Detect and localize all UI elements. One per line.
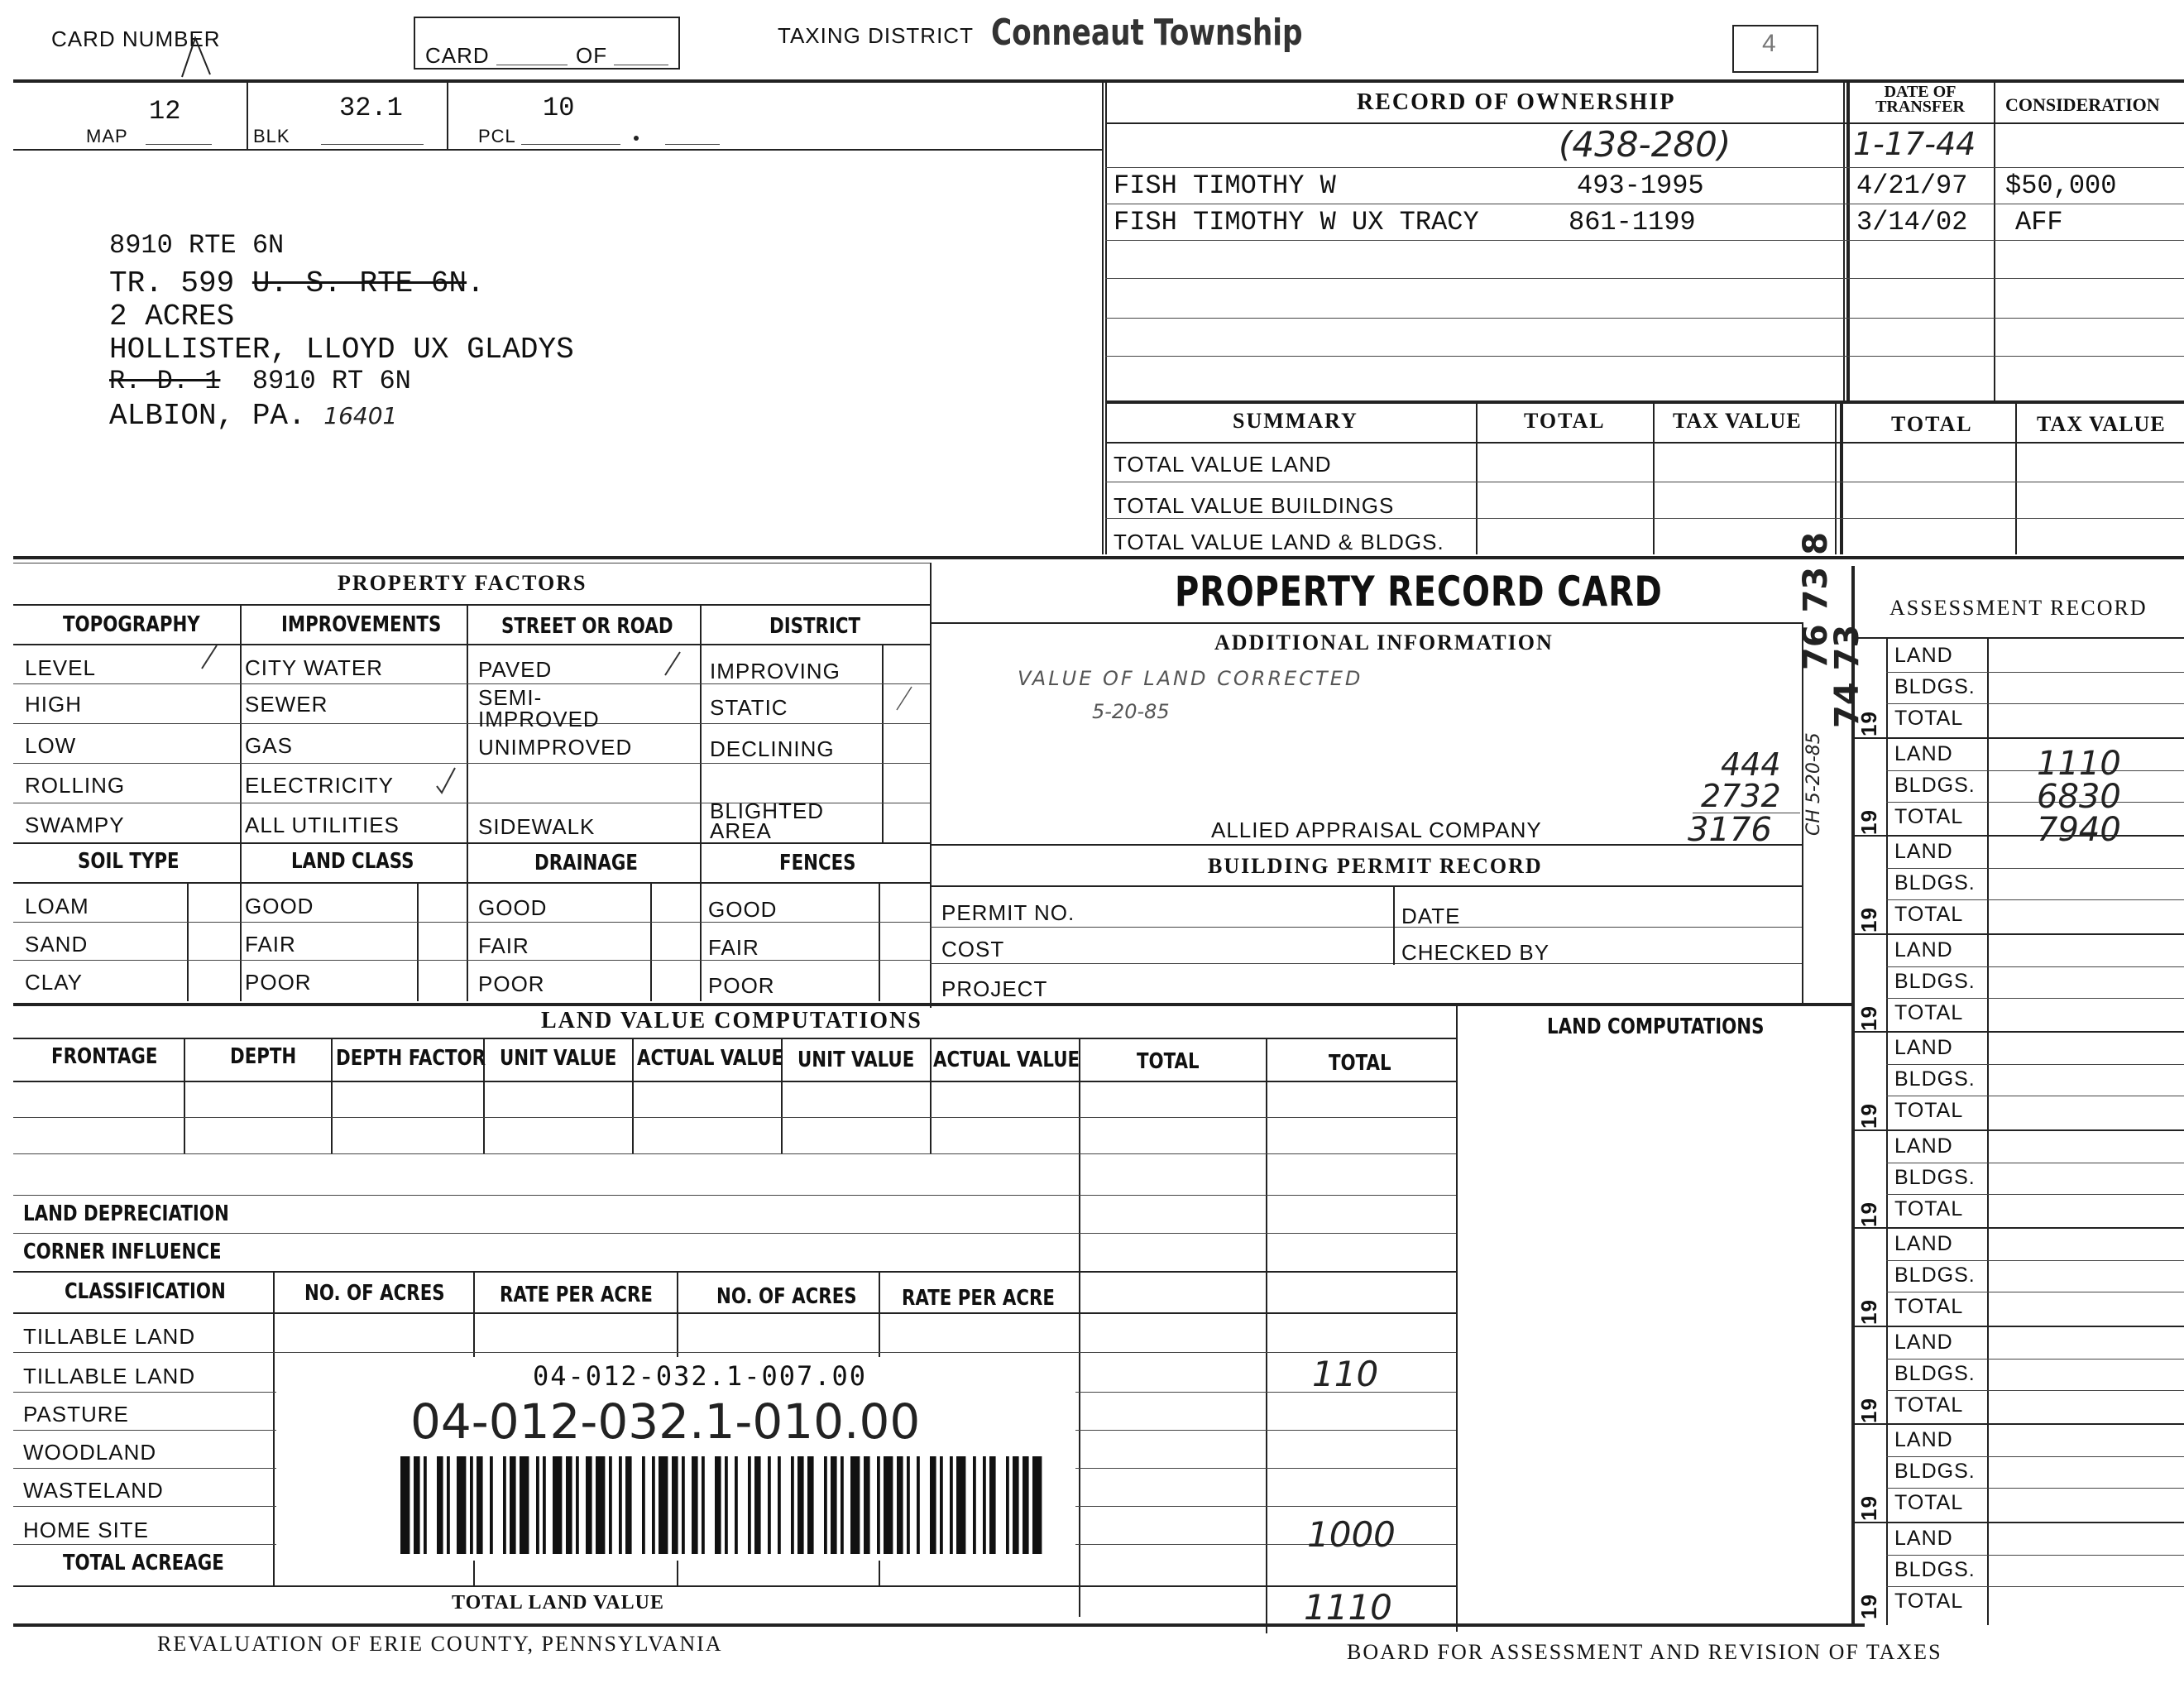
barcode-bar	[907, 1456, 910, 1554]
soil-clay: CLAY	[25, 970, 83, 995]
barcode-bar	[1032, 1456, 1042, 1554]
assessment-bldgs-label: BLDGS.	[1894, 773, 1976, 797]
map-label: MAP	[86, 126, 128, 146]
topo-swampy: SWAMPY	[25, 813, 125, 837]
lv-col-total-1: TOTAL	[1137, 1049, 1200, 1074]
summary-tax-value-header-2: TAX VALUE	[2037, 412, 2166, 436]
value-tillable: 110	[1312, 1354, 1379, 1394]
corner-influence-label: CORNER INFLUENCE	[23, 1240, 222, 1264]
ownership-row-3-consideration: AFF	[2015, 207, 2063, 237]
barcode-bars	[400, 1456, 1054, 1556]
barcode-bar	[791, 1456, 794, 1554]
class-woodland: WOODLAND	[23, 1440, 157, 1465]
consideration-header: CONSIDERATION	[2005, 94, 2160, 115]
land-value-title: LAND VALUE COMPUTATIONS	[541, 1008, 922, 1033]
assessment-block-divider	[1851, 1326, 2184, 1327]
district-static: STATIC	[710, 695, 788, 720]
barcode-bar	[735, 1456, 738, 1554]
barcode-bar	[989, 1456, 996, 1554]
col-land-class: LAND CLASS	[291, 849, 414, 874]
barcode-bar	[692, 1456, 698, 1554]
barcode-bar	[841, 1456, 844, 1554]
lv-col-actual-value-2: ACTUAL VALUE	[933, 1048, 1080, 1072]
card-number-mark	[174, 31, 215, 81]
summary-title: SUMMARY	[1233, 409, 1358, 433]
assessment-total-label: TOTAL	[1894, 1393, 1964, 1417]
barcode-bar	[682, 1456, 685, 1554]
assessment-block-divider	[1851, 1031, 2184, 1033]
impr-gas: GAS	[245, 733, 293, 758]
address-line-4: HOLLISTER, LLOYD UX GLADYS	[109, 333, 574, 367]
district-declining: DECLINING	[710, 736, 835, 761]
summary-row-land: TOTAL VALUE LAND	[1114, 452, 1332, 477]
lv-col-actual-value-1: ACTUAL VALUE	[637, 1046, 784, 1071]
blk-label: BLK	[253, 126, 290, 146]
class-pasture: PASTURE	[23, 1402, 129, 1427]
card-title: PROPERTY RECORD CARD	[1175, 568, 1663, 616]
summary-row-total: TOTAL VALUE LAND & BLDGS.	[1114, 530, 1444, 554]
barcode-bar	[414, 1456, 420, 1554]
calc-3: 3176	[1688, 811, 1772, 849]
address-line-2: TR. 599 U. S. RTE 6N.	[109, 266, 485, 300]
barcode-bar	[824, 1456, 827, 1554]
assessment-total-label: TOTAL	[1894, 903, 1964, 926]
assessment-land-label: LAND	[1894, 840, 1953, 863]
lv-col-total-2: TOTAL	[1329, 1051, 1391, 1076]
barcode-bar	[536, 1456, 539, 1554]
class-col-acres-2: NO. OF ACRES	[716, 1284, 857, 1309]
assessment-bldgs-label: BLDGS.	[1894, 871, 1976, 894]
topo-high: HIGH	[25, 692, 82, 717]
barcode-bar	[973, 1456, 976, 1554]
barcode-bar	[543, 1456, 546, 1554]
class-col-rate-1: RATE PER ACRE	[500, 1283, 653, 1307]
assessment-block-divider	[1851, 1423, 2184, 1425]
permit-date-label: DATE	[1401, 904, 1461, 928]
barcode-bar	[778, 1456, 781, 1554]
barcode-bar	[1023, 1456, 1029, 1554]
assessment-total-label: TOTAL	[1894, 707, 1964, 730]
barcode-bar	[470, 1456, 473, 1554]
barcode-bar	[609, 1456, 612, 1554]
district-improving: IMPROVING	[710, 659, 841, 683]
class-tillable-2: TILLABLE LAND	[23, 1364, 196, 1388]
calc-2: 2732	[1701, 778, 1781, 814]
topo-low: LOW	[25, 733, 77, 758]
permit-project-label: PROJECT	[941, 976, 1048, 1001]
barcode-bar	[553, 1456, 562, 1554]
check-electricity	[433, 765, 458, 794]
assessment-side-a: 76 73 8	[1797, 531, 1835, 670]
assessment-year-label: 19	[1856, 1495, 1881, 1521]
check-level	[199, 642, 223, 672]
class-home-site: HOME SITE	[23, 1518, 150, 1542]
barcode-bar	[566, 1456, 572, 1554]
land-class-poor: POOR	[245, 970, 312, 995]
map-value: 12	[149, 96, 181, 127]
barcode-bar	[748, 1456, 751, 1554]
barcode-bar	[447, 1456, 450, 1554]
barcode-bar	[940, 1456, 943, 1554]
pcl-label: PCL	[478, 126, 516, 146]
footer-right: BOARD FOR ASSESSMENT AND REVISION OF TAXES	[1347, 1640, 1942, 1664]
barcode-bar	[400, 1456, 410, 1554]
barcode-bar	[768, 1456, 771, 1554]
assessment-year-label: 19	[1856, 1299, 1881, 1325]
assessment-land-label: LAND	[1894, 1330, 1953, 1354]
land-class-fair: FAIR	[245, 932, 296, 957]
barcode-bar	[576, 1456, 579, 1554]
district-code-box: 4	[1732, 25, 1818, 73]
street-semi-improved: SEMI-IMPROVED	[478, 685, 600, 731]
drainage-poor: POOR	[478, 971, 545, 996]
barcode-bar	[715, 1456, 721, 1554]
assessment-side-b: 74 73	[1828, 624, 1866, 728]
assessment-land-label: LAND	[1894, 741, 1953, 765]
assessment-bldgs-label: BLDGS.	[1894, 1557, 1976, 1581]
barcode-bar	[831, 1456, 837, 1554]
col-topography: TOPOGRAPHY	[63, 612, 200, 637]
barcode-bar	[490, 1456, 493, 1554]
assessment-year-label: 19	[1856, 1005, 1881, 1031]
assessment-block-divider	[1851, 835, 2184, 837]
assessment-year-label: 19	[1856, 1397, 1881, 1423]
assessment-block-divider	[1851, 933, 2184, 935]
barcode-bar	[477, 1456, 483, 1554]
assessment-year-label: 19	[1856, 808, 1881, 835]
fences-good: GOOD	[708, 897, 778, 922]
barcode-bar	[437, 1456, 443, 1554]
address-line-5: R. D. 1 8910 RT 6N	[109, 366, 411, 396]
check-static	[893, 683, 918, 713]
class-tillable-1: TILLABLE LAND	[23, 1324, 196, 1349]
assessment-bldgs-label: BLDGS.	[1894, 675, 1976, 698]
ownership-row-2-deed: 493-1995	[1577, 170, 1704, 201]
barcode-bar	[956, 1456, 965, 1554]
township-stamp: Conneaut Township	[991, 12, 1303, 54]
drainage-good: GOOD	[478, 895, 548, 920]
value-home-site: 1000	[1307, 1514, 1396, 1555]
summary-total-header: TOTAL	[1524, 409, 1606, 433]
barcode-bar	[503, 1456, 506, 1554]
col-soil-type: SOIL TYPE	[78, 849, 180, 874]
soil-sand: SAND	[25, 932, 89, 957]
additional-info-title: ADDITIONAL INFORMATION	[1214, 631, 1554, 655]
assessment-bldgs-label: BLDGS.	[1894, 1460, 1976, 1483]
fences-poor: POOR	[708, 973, 775, 998]
barcode-bar	[457, 1456, 466, 1554]
address-line-6: ALBION, PA. 16401	[109, 399, 398, 433]
assessment-bldgs-value: 6830	[2037, 778, 2121, 816]
class-col-classification: CLASSIFICATION	[65, 1279, 226, 1304]
barcode-bar	[702, 1456, 705, 1554]
barcode-bar	[877, 1456, 880, 1554]
topo-rolling: ROLLING	[25, 773, 126, 798]
barcode-bar	[424, 1456, 427, 1554]
assessment-total-label: TOTAL	[1894, 1099, 1964, 1122]
pcl-value: 10	[543, 93, 575, 123]
total-land-value: 1110	[1304, 1587, 1392, 1628]
barcode-bar	[642, 1456, 645, 1554]
assessment-total-label: TOTAL	[1894, 1000, 1964, 1024]
barcode-bar	[917, 1456, 920, 1554]
assessment-bldgs-label: BLDGS.	[1894, 1361, 1976, 1385]
barcode-handwritten-number: 04-012-032.1-010.00	[410, 1393, 921, 1450]
assessment-land-value: 1110	[2037, 745, 2121, 783]
barcode-bar	[983, 1456, 986, 1554]
impr-sewer: SEWER	[245, 692, 328, 717]
barcode-bar	[586, 1456, 592, 1554]
card-number-label: CARD NUMBER	[51, 26, 221, 51]
ownership-row-2-date: 4/21/97	[1856, 170, 1968, 201]
barcode-bar	[510, 1456, 516, 1554]
impr-city-water: CITY WATER	[245, 655, 383, 680]
barcode-bar	[659, 1456, 668, 1554]
lv-col-unit-value-2: UNIT VALUE	[797, 1048, 915, 1072]
assessment-year-label: 19	[1856, 711, 1881, 736]
barcode-bar	[864, 1456, 870, 1554]
assessment-bldgs-label: BLDGS.	[1894, 1264, 1976, 1287]
barcode-bar	[652, 1456, 655, 1554]
assessment-total-value: 7940	[2037, 811, 2121, 849]
barcode-bar	[930, 1456, 936, 1554]
class-col-rate-2: RATE PER ACRE	[902, 1286, 1055, 1311]
assessment-land-label: LAND	[1894, 1036, 1953, 1059]
check-paved	[662, 649, 687, 679]
assessment-bldgs-label: BLDGS.	[1894, 1165, 1976, 1189]
assessment-land-label: LAND	[1894, 1232, 1953, 1255]
total-land-value-label: TOTAL LAND VALUE	[452, 1592, 664, 1614]
barcode-bar	[1006, 1456, 1009, 1554]
assessment-title: ASSESSMENT RECORD	[1889, 596, 2148, 620]
card-of-box: CARD OF	[414, 17, 680, 70]
barcode-bar	[807, 1456, 814, 1554]
assessment-year-label: 19	[1856, 1201, 1881, 1227]
class-col-acres-1: NO. OF ACRES	[304, 1281, 445, 1306]
permit-checked-by-label: CHECKED BY	[1401, 940, 1550, 965]
appraisal-company: ALLIED APPRAISAL COMPANY	[1211, 818, 1542, 842]
barcode-label	[276, 1357, 1075, 1561]
lv-col-depth-factor: DEPTH FACTOR	[336, 1046, 486, 1071]
street-sidewalk: SIDEWALK	[478, 814, 596, 839]
assessment-total-label: TOTAL	[1894, 804, 1964, 828]
land-depreciation-label: LAND DEPRECIATION	[23, 1201, 229, 1226]
ownership-row-1-date: 1-17-44	[1853, 126, 1976, 162]
assessment-year-label: 19	[1856, 1103, 1881, 1129]
lv-col-frontage: FRONTAGE	[51, 1044, 158, 1069]
barcode-bar	[884, 1456, 893, 1554]
permit-no-label: PERMIT NO.	[941, 900, 1075, 925]
assessment-block-divider	[1851, 1129, 2184, 1131]
barcode-bar	[850, 1456, 860, 1554]
ownership-row-2-name: FISH TIMOTHY W	[1114, 170, 1336, 201]
impr-all-utilities: ALL UTILITIES	[245, 813, 400, 837]
assessment-total-label: TOTAL	[1894, 1491, 1964, 1514]
ownership-title: RECORD OF OWNERSHIP	[1357, 89, 1676, 115]
barcode-bar	[672, 1456, 678, 1554]
col-fences: FENCES	[779, 851, 856, 875]
ownership-row-3-name: FISH TIMOTHY W UX TRACY	[1114, 207, 1479, 237]
land-class-good: GOOD	[245, 894, 314, 918]
assessment-land-label: LAND	[1894, 938, 1953, 961]
fences-fair: FAIR	[708, 935, 759, 960]
blk-value: 32.1	[339, 93, 403, 123]
assessment-total-label: TOTAL	[1894, 1196, 1964, 1220]
note-date: 5-20-85	[1092, 700, 1170, 723]
barcode-bar	[950, 1456, 953, 1554]
impr-electricity: ELECTRICITY	[245, 773, 395, 798]
class-total-acreage: TOTAL ACREAGE	[63, 1551, 224, 1575]
calc-1: 444	[1721, 746, 1781, 783]
street-unimproved: UNIMPROVED	[478, 735, 633, 760]
class-wasteland: WASTELAND	[23, 1478, 164, 1503]
footer-left: REVALUATION OF ERIE COUNTY, PENNSYLVANIA	[157, 1632, 723, 1656]
barcode-bar	[725, 1456, 728, 1554]
barcode-bar	[754, 1456, 761, 1554]
address-line-1: 8910 RTE 6N	[109, 230, 285, 261]
permit-cost-label: COST	[941, 937, 1005, 961]
topo-level: LEVEL	[25, 655, 96, 680]
note-value-corrected: VALUE OF LAND CORRECTED	[1018, 667, 1363, 690]
assessment-bldgs-label: BLDGS.	[1894, 1067, 1976, 1091]
ownership-row-3-deed: 861-1199	[1569, 207, 1696, 237]
assessment-land-label: LAND	[1894, 644, 1953, 667]
assessment-block-divider	[1851, 1522, 2184, 1523]
barcode-bar	[596, 1456, 605, 1554]
lv-col-depth: DEPTH	[230, 1044, 297, 1069]
assessment-year-label: 19	[1856, 907, 1881, 933]
barcode-bar	[797, 1456, 804, 1554]
assessment-bldgs-label: BLDGS.	[1894, 969, 1976, 993]
barcode-printed-number: 04-012-032.1-007.00	[533, 1360, 868, 1392]
summary-row-buildings: TOTAL VALUE BUILDINGS	[1114, 493, 1395, 518]
land-computations-title: LAND COMPUTATIONS	[1547, 1014, 1765, 1039]
soil-loam: LOAM	[25, 894, 89, 918]
ownership-row-1-deed: (438-280)	[1559, 124, 1731, 165]
col-district: DISTRICT	[769, 614, 861, 639]
assessment-total-label: TOTAL	[1894, 1589, 1964, 1613]
assessment-total-label: TOTAL	[1894, 1295, 1964, 1318]
assessment-block-divider	[1851, 1227, 2184, 1229]
assessment-land-label: LAND	[1894, 1134, 1953, 1158]
barcode-bar	[897, 1456, 903, 1554]
assessment-side-c: CH 5-20-85	[1803, 732, 1824, 836]
district-blighted-area: BLIGHTED AREA	[710, 798, 825, 843]
barcode-bar	[1013, 1456, 1019, 1554]
property-factors-title: PROPERTY FACTORS	[338, 571, 587, 595]
summary-total-header-2: TOTAL	[1891, 412, 1973, 436]
assessment-land-label: LAND	[1894, 1526, 1953, 1550]
assessment-block-divider	[1851, 737, 2184, 739]
drainage-fair: FAIR	[478, 933, 529, 958]
col-street-or-road: STREET OR ROAD	[501, 614, 673, 639]
ownership-row-2-consideration: $50,000	[2005, 170, 2117, 201]
assessment-land-label: LAND	[1894, 1428, 1953, 1451]
barcode-bar	[520, 1456, 529, 1554]
permit-record-title: BUILDING PERMIT RECORD	[1208, 854, 1543, 878]
taxing-district-label: TAXING DISTRICT	[778, 23, 974, 48]
date-of-transfer-header: DATE OF TRANSFER	[1875, 83, 1965, 116]
barcode-bar	[619, 1456, 622, 1554]
barcode-bar	[625, 1456, 632, 1554]
col-improvements: IMPROVEMENTS	[281, 612, 442, 637]
ownership-row-3-date: 3/14/02	[1856, 207, 1968, 237]
address-line-3: 2 ACRES	[109, 300, 235, 333]
street-paved: PAVED	[478, 657, 553, 682]
lv-col-unit-value-1: UNIT VALUE	[500, 1046, 617, 1071]
col-drainage: DRAINAGE	[534, 851, 638, 875]
summary-tax-value-header: TAX VALUE	[1673, 409, 1802, 433]
assessment-year-label: 19	[1856, 1593, 1881, 1619]
